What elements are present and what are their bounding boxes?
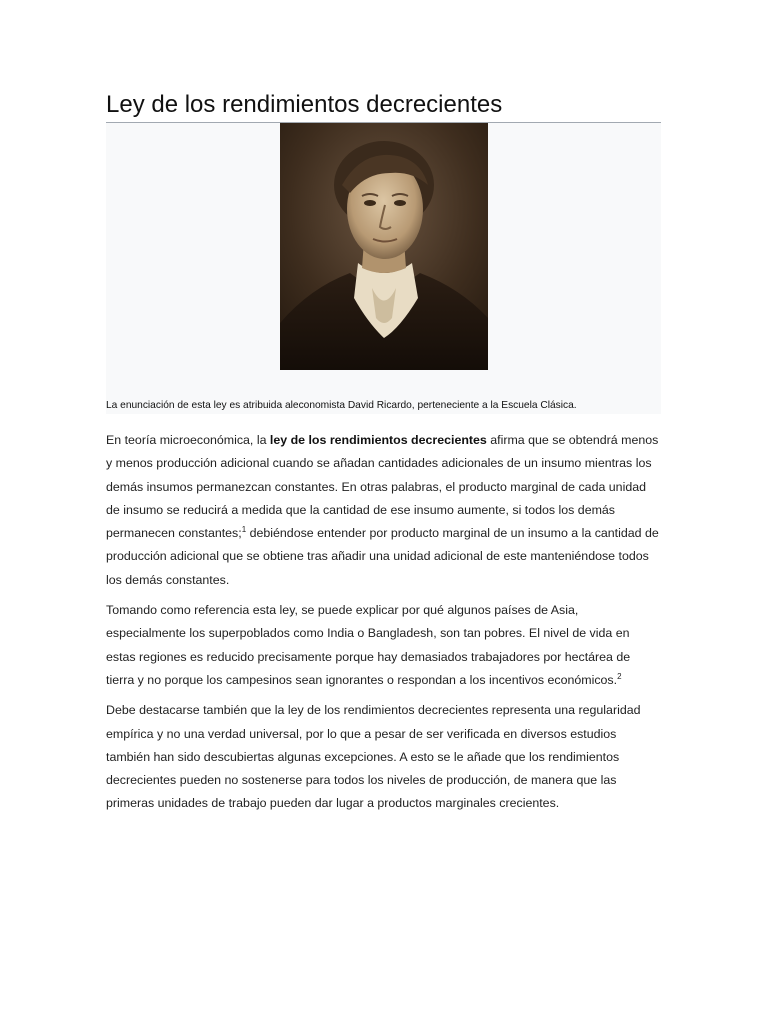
- paragraph-text: debiéndose entender por producto marginal de un insumo a la cantidad de producción adicional que se obtiene tras añadir una unidad adicional de este manteniéndose todos los demás constantes.: [106, 526, 659, 587]
- paragraph-3: [106, 699, 661, 815]
- paragraph-text: afirma que se obtendrá menos y menos producción adicional cuando se añadan cantidades adicionales de un insumo mientras los demás insumos permanezcan constantes. En otras palabras, el producto marginal de cada unidad de insumo se reducirá a medida que la cantidad de ese insumo aumente, si todos los demás permanecen constantes;: [106, 433, 659, 541]
- reference-link[interactable]: 2: [617, 671, 622, 681]
- article-body: [106, 429, 661, 816]
- paragraph-text: Tomando como referencia esta ley, se puede explicar por qué algunos países de Asia, especialmente los superpoblados como India o Bangladesh, son tan pobres. El nivel de vida en estas regiones es reducido precisamente porque hay demasiados trabajadores por hectárea de tierra y no porque los campesinos sean ignorantes o respondan a los incentivos económicos.: [106, 603, 631, 687]
- paragraph-2: [106, 599, 661, 692]
- bold-term: ley de los rendimientos decrecientes: [269, 433, 487, 447]
- paragraph-text: En teoría microeconómica, la: [106, 433, 270, 447]
- article: [106, 88, 661, 823]
- figure-caption: La enunciación de esta ley es atribuida aleconomista David Ricardo, perteneciente a la Escuela Clásica.: [106, 400, 577, 411]
- portrait-image: [280, 123, 488, 370]
- paragraph-1: [106, 429, 661, 592]
- paragraph-text: Debe destacarse también que la ley de los rendimientos decrecientes representa una regularidad empírica y no una verdad universal, por lo que a pesar de ser verificada en diversos estudios también han sido descubiertas algunas excepciones. A esto se le añade que los rendimientos decrecientes pueden no sostenerse para todos los niveles de producción, de manera que las primeras unidades de trabajo pueden dar lugar a productos marginales crecientes.: [106, 703, 641, 811]
- page-title: Ley de los rendimientos decrecientes: [106, 91, 503, 118]
- reference-link[interactable]: 1: [241, 525, 247, 535]
- figure: [106, 123, 661, 414]
